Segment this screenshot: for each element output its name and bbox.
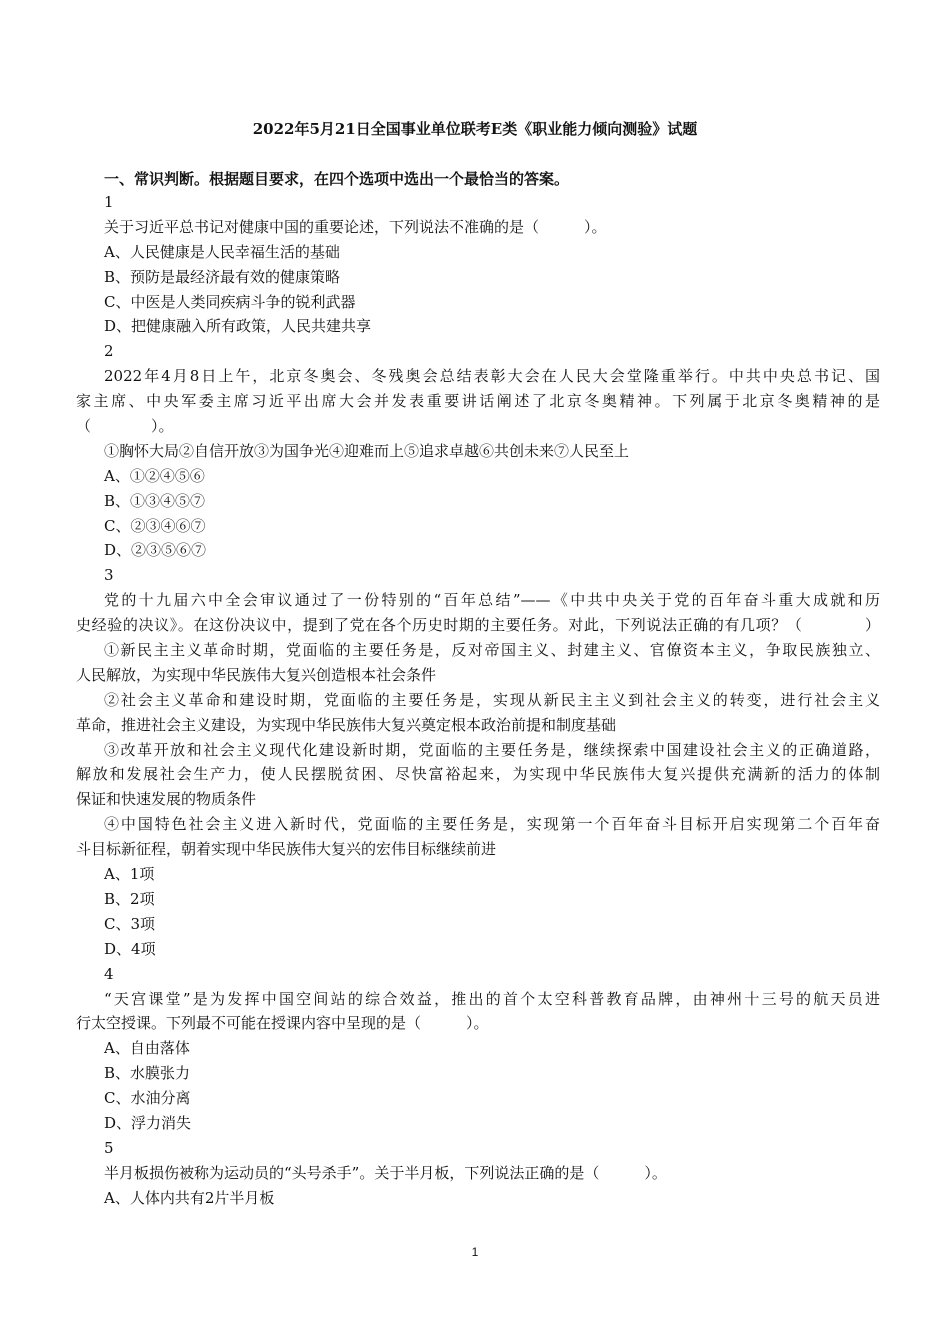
question-stem: 半月板损伤被称为运动员的“头号杀手”。关于半月板，下列说法正确的是（ ）。 <box>104 1163 667 1182</box>
statement-list: ①胸怀大局②自信开放③为国争光④迎难而上⑤追求卓越⑥共创未来⑦人民至上 <box>104 441 630 460</box>
option: B、2项 <box>104 889 155 908</box>
question-number: 4 <box>104 964 114 983</box>
question-stem-continued: 家主席、中央军委主席习近平出席大会并发表重要讲话阐述了北京冬奥精神。下列属于北京冬奥精神的是 <box>76 392 880 411</box>
question-stem: 党的十九届六中全会审议通过了一份特别的“百年总结”——《中共中央关于党的百年奋斗重大成就和历 <box>104 591 880 610</box>
question-number: 5 <box>104 1138 114 1157</box>
page-number: 1 <box>471 1245 479 1259</box>
statement: ④中国特色社会主义进入新时代，党面临的主要任务是，实现第一个百年奋斗目标开启实现第二个百年奋 <box>104 815 880 834</box>
statement: ③改革开放和社会主义现代化建设新时期，党面临的主要任务是，继续探索中国建设社会主义的正确道路， <box>104 740 880 759</box>
statement-continued: 革命，推进社会主义建设，为实现中华民族伟大复兴奠定根本政治前提和制度基础 <box>76 715 617 734</box>
question-number: 3 <box>104 566 114 585</box>
question-stem: 2022年4月8日上午，北京冬奥会、冬残奥会总结表彰大会在人民大会堂隆重举行。中共中央总书记、国 <box>104 367 880 386</box>
statement: ②社会主义革命和建设时期，党面临的主要任务是，实现从新民主主义到社会主义的转变，进行社会主义 <box>104 690 880 709</box>
question-stem: “天宫课堂”是为发挥中国空间站的综合效益，推出的首个太空科普教育品牌，由神州十三号的航天员进 <box>104 989 880 1008</box>
option: D、②③⑤⑥⑦ <box>104 541 207 560</box>
question-number: 1 <box>104 193 114 211</box>
question-number: 2 <box>104 342 114 361</box>
section-heading: 一、常识判断。根据题目要求，在四个选项中选出一个最恰当的答案。 <box>104 170 570 188</box>
statement-continued: 保证和快速发展的物质条件 <box>76 790 257 809</box>
statement-continued: 人民解放，为实现中华民族伟大复兴创造根本社会条件 <box>76 665 437 684</box>
option: D、4项 <box>104 939 156 958</box>
option: C、水油分离 <box>104 1089 191 1108</box>
option: D、浮力消失 <box>104 1113 192 1132</box>
option: A、①②④⑤⑥ <box>104 466 205 485</box>
exam-title: 2022年5月21日全国事业单位联考E类《职业能力倾向测验》试题 <box>252 120 698 138</box>
option: A、人民健康是人民幸福生活的基础 <box>104 242 340 261</box>
statement-continued: 斗目标新征程，朝着实现中华民族伟大复兴的宏伟目标继续前进 <box>76 840 497 859</box>
option: C、②③④⑥⑦ <box>104 516 206 535</box>
question-stem-continued: （ ）。 <box>76 417 174 436</box>
question-stem-continued: 史经验的决议》。在这份决议中，提到了党在各个历史时期的主要任务。对此，下列说法正确的有几项？（ ） <box>76 616 880 635</box>
statement-continued: 解放和发展社会生产力，使人民摆脱贫困、尽快富裕起来，为实现中华民族伟大复兴提供充满新的活力的体制 <box>76 765 880 784</box>
question-stem: 关于习近平总书记对健康中国的重要论述，下列说法不准确的是（ ）。 <box>104 217 607 236</box>
option: C、中医是人类同疾病斗争的锐利武器 <box>104 292 356 311</box>
option: D、把健康融入所有政策，人民共建共享 <box>104 317 372 336</box>
option: A、自由落体 <box>104 1039 190 1058</box>
statement: ①新民主主义革命时期，党面临的主要任务是，反对帝国主义、封建主义、官僚资本主义，争取民族独立、 <box>104 641 880 660</box>
option: B、预防是最经济最有效的健康策略 <box>104 267 341 286</box>
option: A、人体内共有2片半月板 <box>104 1188 275 1207</box>
question-stem-continued: 行太空授课。下列最不可能在授课内容中呈现的是（ ）。 <box>76 1014 489 1033</box>
option: B、①③④⑤⑦ <box>104 491 206 510</box>
option: C、3项 <box>104 914 156 933</box>
option: A、1项 <box>104 865 155 884</box>
question-list <box>76 190 880 1211</box>
option: B、水膜张力 <box>104 1064 191 1083</box>
